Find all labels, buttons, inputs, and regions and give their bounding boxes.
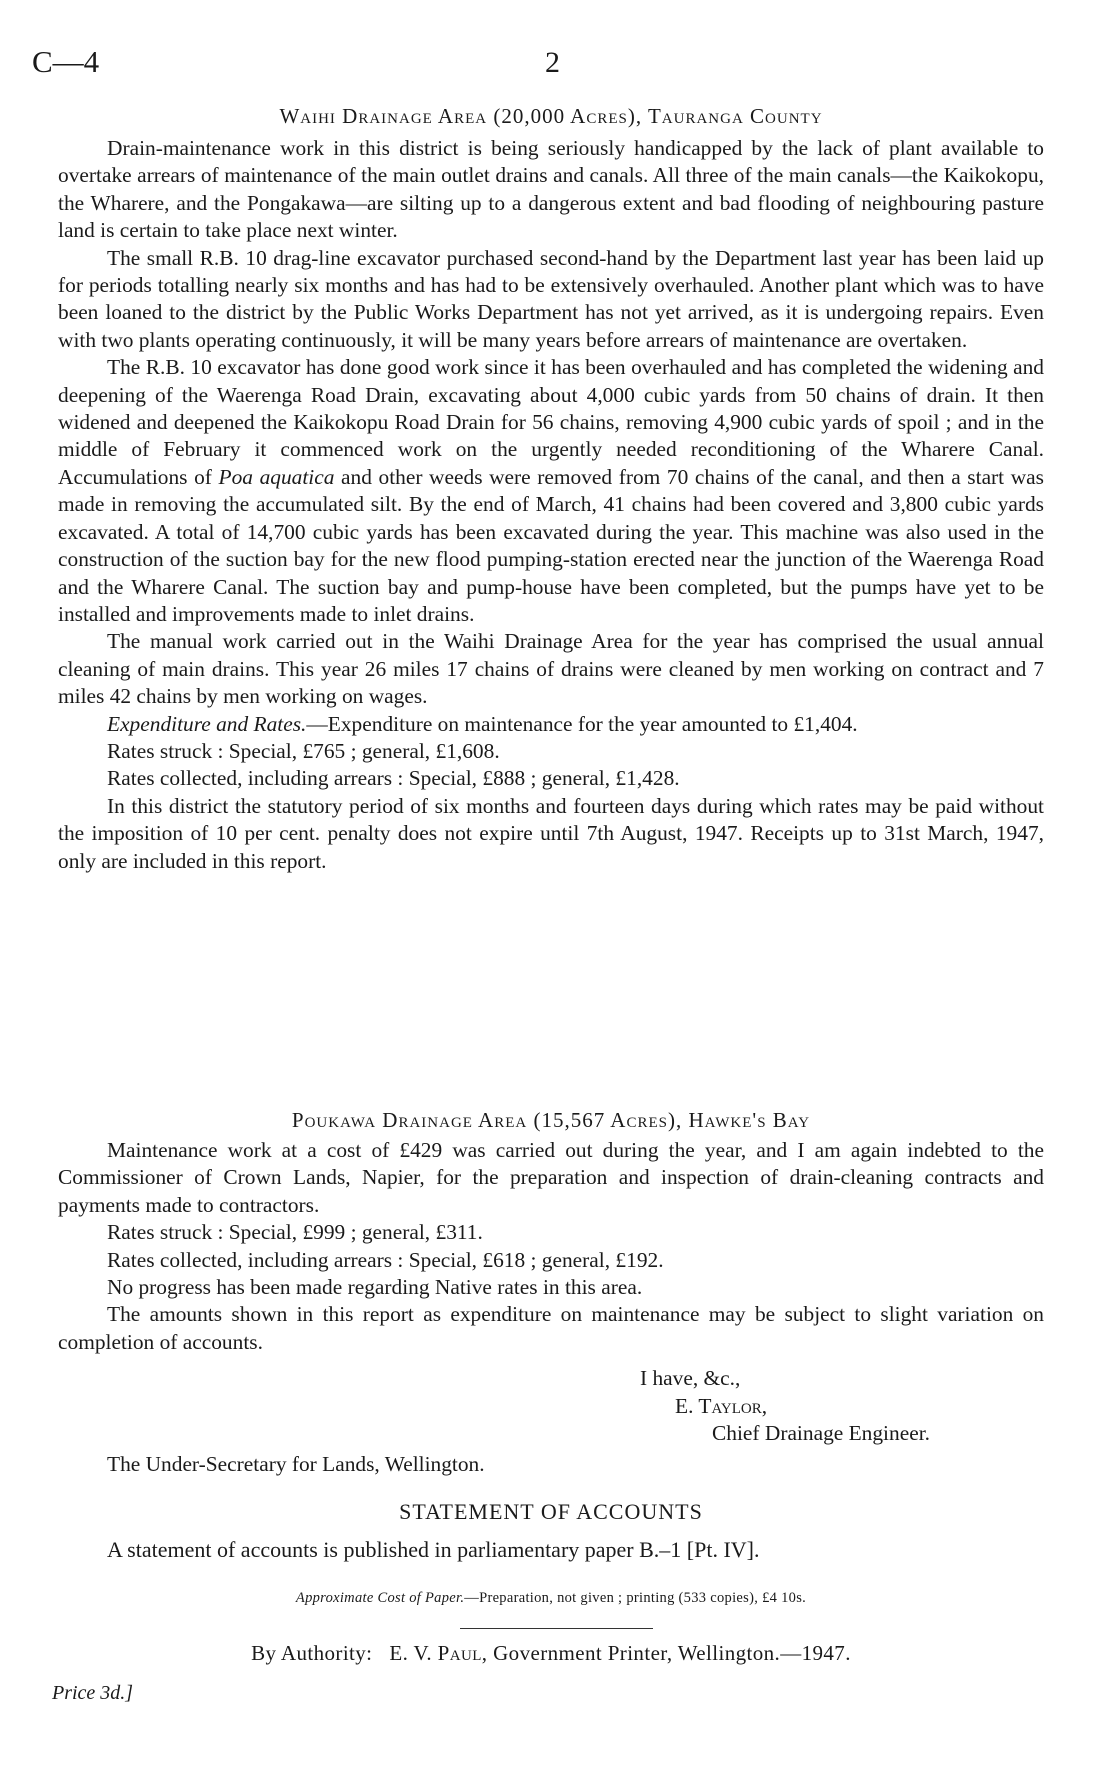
statement-text: A statement of accounts is published in parliamentary paper B.–1 [Pt. IV].	[107, 1537, 760, 1562]
paragraph: Rates struck : Special, £765 ; general, £1,608.	[107, 738, 500, 763]
paragraph: Drain-maintenance work in this district is being seriously handicapped by the lack of plant available to overtake arrears of maintenance of the main outlet drains and canals. All three of the main canals—the Kaikokopu, the Wharere, and the Pongakawa—are silting up to a dangerous extent and bad flooding of neighbouring pasture land is certain to take place next winter.	[58, 136, 1044, 243]
statement-heading: STATEMENT OF ACCOUNTS	[399, 1499, 703, 1524]
signature-greeting: I have, &c.,	[640, 1366, 741, 1390]
paragraph	[58, 711, 1044, 738]
subheading: Expenditure and Rates.	[107, 711, 307, 736]
cost-text: —Preparation, not given ; printing (533 copies), £4 10s.	[464, 1590, 807, 1606]
page-number: 2	[545, 46, 560, 79]
paragraph: The amounts shown in this report as expenditure on maintenance may be subject to slight variation on completion of accounts.	[58, 1302, 1044, 1354]
authority-suffix: Government Printer, Wellington.—1947.	[493, 1641, 851, 1665]
signature-title: Chief Drainage Engineer.	[712, 1421, 930, 1445]
section-heading-waihi: Waihi Drainage Area (20,000 Acres), Tauranga County	[279, 104, 823, 128]
addressee: The Under-Secretary for Lands, Wellington.	[107, 1452, 485, 1476]
species-name: Poa aquatica	[218, 464, 335, 489]
authority-prefix: By Authority:	[251, 1641, 373, 1665]
paragraph: Rates collected, including arrears : Special, £618 ; general, £192.	[107, 1247, 664, 1272]
section-body-waihi	[58, 135, 1044, 875]
paragraph-text: and other weeds were removed from 70 chains of the canal, and then a start was made in removing the accumulated silt. By the end of March, 41 chains had been covered and 3,800 cubic yards excavated. A total of 14,700 cubic yards has been excavated during the year. This machine was also used in the construction of the suction bay for the new flood pumping-station erected near the junction of the Waerenga Road and the Wharere Canal. The suction bay and pump-house have been completed, but the pumps have yet to be installed and improvements made to inlet drains.	[58, 464, 1044, 626]
cost-label: Approximate Cost of Paper.	[295, 1590, 465, 1606]
section-body-poukawa	[58, 1137, 1044, 1356]
paragraph: In this district the statutory period of six months and fourteen days during which rates may be paid without the imposition of 10 per cent. penalty does not expire until 7th August, 1947. Receipts up to 31st March, 1947, only are included in this report.	[58, 793, 1044, 873]
paragraph: The small R.B. 10 drag-line excavator purchased second-hand by the Department last year has been laid up for periods totalling nearly six months and has had to be extensively overhauled. Another plant which was to have been loaned to the district by the Public Works Department has not yet arrived, as it is undergoing repairs. Even with two plants operating continuously, it will be many years before arrears of maintenance are overtaken.	[58, 245, 1044, 352]
cost-of-paper	[56, 1590, 1046, 1607]
price-text: Price 3d.]	[52, 1682, 134, 1704]
paragraph-text: —Expenditure on maintenance for the year amounted to £1,404.	[306, 711, 858, 736]
price	[52, 1682, 133, 1705]
section-heading-poukawa: Poukawa Drainage Area (15,567 Acres), Hawke's Bay	[291, 1108, 811, 1132]
printer-name: E. V. Paul,	[389, 1641, 488, 1665]
signature-name: E. Taylor,	[675, 1394, 768, 1418]
paragraph-text: The R.B. 10 excavator has done good work since it has been overhauled and has completed the widening and deepening of the Waerenga Road Drain, excavating about 4,000 cubic yards from 50 chains of drain. It then widened and deepened the Kaikokopu Road Drain for 56 chains, removing 4,900 cubic yards of spoil ; and in the middle of February it commenced work on the urgently needed reconditioning of the Wharere Canal. Accumulations of	[58, 355, 1044, 489]
paragraph: Maintenance work at a cost of £429 was carried out during the year, and I am again indebted to the Commissioner of Crown Lands, Napier, for the preparation and inspection of drain-cleaning contracts and payments made to contractors.	[58, 1138, 1044, 1217]
paragraph: The manual work carried out in the Waihi Drainage Area for the year has comprised the usual annual cleaning of main drains. This year 26 miles 17 chains of drains were cleaned by men working on contract and 7 miles 42 chains by men working on wages.	[58, 629, 1044, 709]
paragraph	[58, 354, 1044, 628]
paragraph: Rates collected, including arrears : Special, £888 ; general, £1,428.	[107, 766, 680, 791]
divider-rule	[460, 1628, 653, 1629]
paragraph: No progress has been made regarding Native rates in this area.	[107, 1275, 643, 1300]
paper-reference: C—4	[32, 44, 100, 79]
printer-authority	[56, 1641, 1046, 1666]
paragraph: Rates struck : Special, £999 ; general, £311.	[107, 1220, 483, 1245]
